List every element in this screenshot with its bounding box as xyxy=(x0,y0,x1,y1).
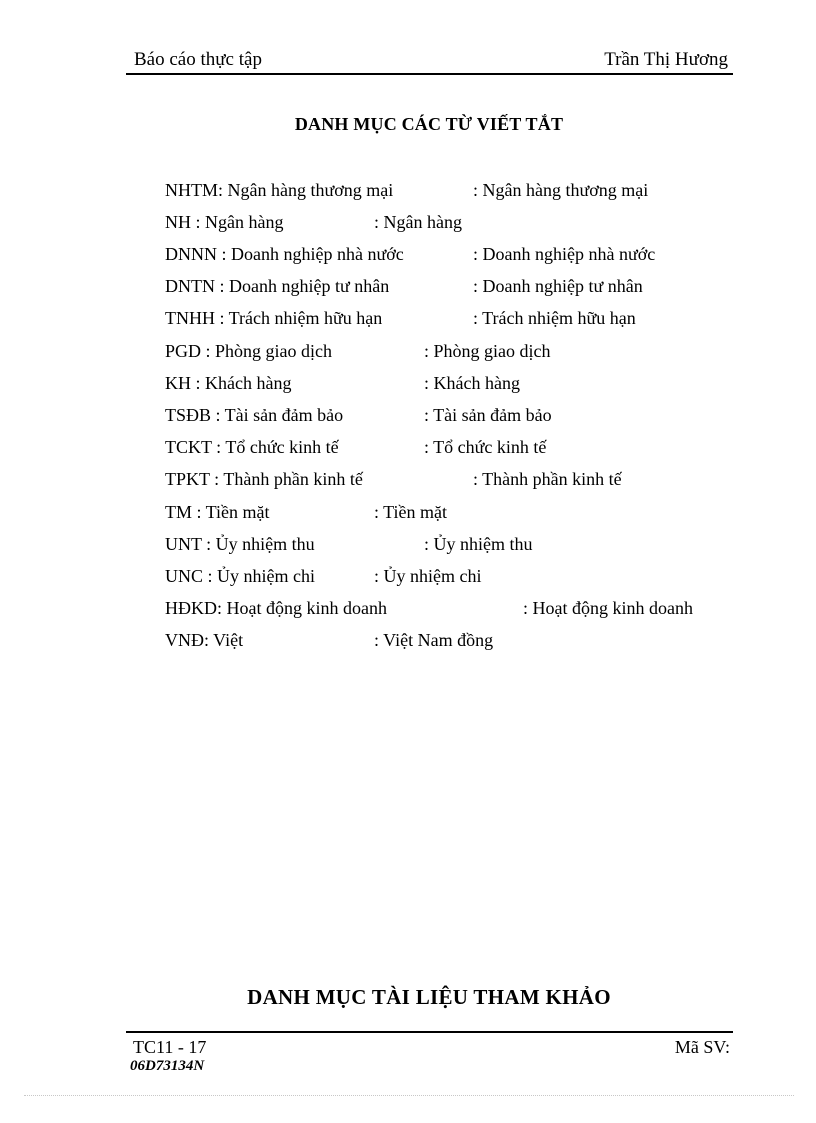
abbreviation-row xyxy=(0,276,816,300)
abbreviation-meaning: : Ngân hàng thương mại xyxy=(473,180,649,200)
abbreviation-term: DNTN : Doanh nghiệp tư nhân xyxy=(165,276,390,296)
abbreviation-meaning: : Khách hàng xyxy=(424,373,520,393)
abbreviation-term: PGD : Phòng giao dịch xyxy=(165,341,333,361)
abbreviation-term: NHTM: Ngân hàng thương mại xyxy=(165,180,394,200)
abbreviation-term: KH : Khách hàng xyxy=(165,373,292,393)
footer-class-code: TC11 - 17 xyxy=(133,1037,207,1057)
abbreviation-term: TPKT : Thành phần kinh tế xyxy=(165,469,363,489)
abbreviation-row xyxy=(0,405,816,429)
abbreviation-row xyxy=(0,502,816,526)
references-title: DANH MỤC TÀI LIỆU THAM KHẢO xyxy=(247,985,611,1009)
footer-divider xyxy=(126,1031,733,1033)
abbreviation-term: NH : Ngân hàng xyxy=(165,212,284,232)
abbreviation-row xyxy=(0,598,816,622)
page-edge-divider xyxy=(24,1095,794,1096)
abbreviation-row xyxy=(0,630,816,654)
abbreviation-row xyxy=(0,308,816,332)
abbreviation-term: TM : Tiền mặt xyxy=(165,502,270,522)
footer-student-id-label: Mã SV: xyxy=(674,1037,730,1057)
abbreviation-row xyxy=(0,244,816,268)
abbreviation-meaning: : Tiền mặt xyxy=(374,502,448,522)
abbreviation-row xyxy=(0,212,816,236)
abbreviation-row xyxy=(0,534,816,558)
abbreviation-term: HĐKD: Hoạt động kinh doanh xyxy=(165,598,387,618)
abbreviation-row xyxy=(0,373,816,397)
abbreviation-term: VNĐ: Việt xyxy=(165,630,244,650)
abbreviation-meaning: : Doanh nghiệp nhà nước xyxy=(473,244,656,264)
abbreviation-meaning: : Tổ chức kinh tế xyxy=(424,437,547,457)
abbreviation-meaning: : Phòng giao dịch xyxy=(424,341,551,361)
abbreviation-row xyxy=(0,566,816,590)
abbreviation-meaning: : Tài sản đảm bảo xyxy=(424,405,552,425)
header-report-title: Báo cáo thực tập xyxy=(134,49,262,70)
abbreviation-row xyxy=(0,180,816,204)
abbreviation-term: UNT : Ủy nhiệm thu xyxy=(165,534,315,554)
abbreviation-meaning: : Việt Nam đồng xyxy=(374,630,494,650)
abbreviation-meaning: : Doanh nghiệp tư nhân xyxy=(473,276,643,296)
abbreviation-term: TNHH : Trách nhiệm hữu hạn xyxy=(165,308,383,328)
abbreviation-meaning: : Hoạt động kinh doanh xyxy=(523,598,693,618)
abbreviation-term: DNNN : Doanh nghiệp nhà nước xyxy=(165,244,404,264)
abbreviation-meaning: : Ủy nhiệm thu xyxy=(424,534,533,554)
abbreviations-title: DANH MỤC CÁC TỪ VIẾT TẮT xyxy=(294,114,564,134)
abbreviation-meaning: : Thành phần kinh tế xyxy=(473,469,622,489)
abbreviation-meaning: : Ngân hàng xyxy=(374,212,462,232)
abbreviation-row xyxy=(0,341,816,365)
abbreviation-row xyxy=(0,469,816,493)
header-author-name: Trần Thị Hương xyxy=(604,49,728,70)
abbreviation-meaning: : Trách nhiệm hữu hạn xyxy=(473,308,636,328)
abbreviation-term: TCKT : Tổ chức kinh tế xyxy=(165,437,339,457)
abbreviation-term: TSĐB : Tài sản đảm bảo xyxy=(165,405,344,425)
abbreviation-row xyxy=(0,437,816,461)
footer-student-id: 06D73134N xyxy=(130,1058,205,1074)
abbreviation-term: UNC : Ủy nhiệm chi xyxy=(165,566,315,586)
abbreviation-meaning: : Ủy nhiệm chi xyxy=(374,566,482,586)
